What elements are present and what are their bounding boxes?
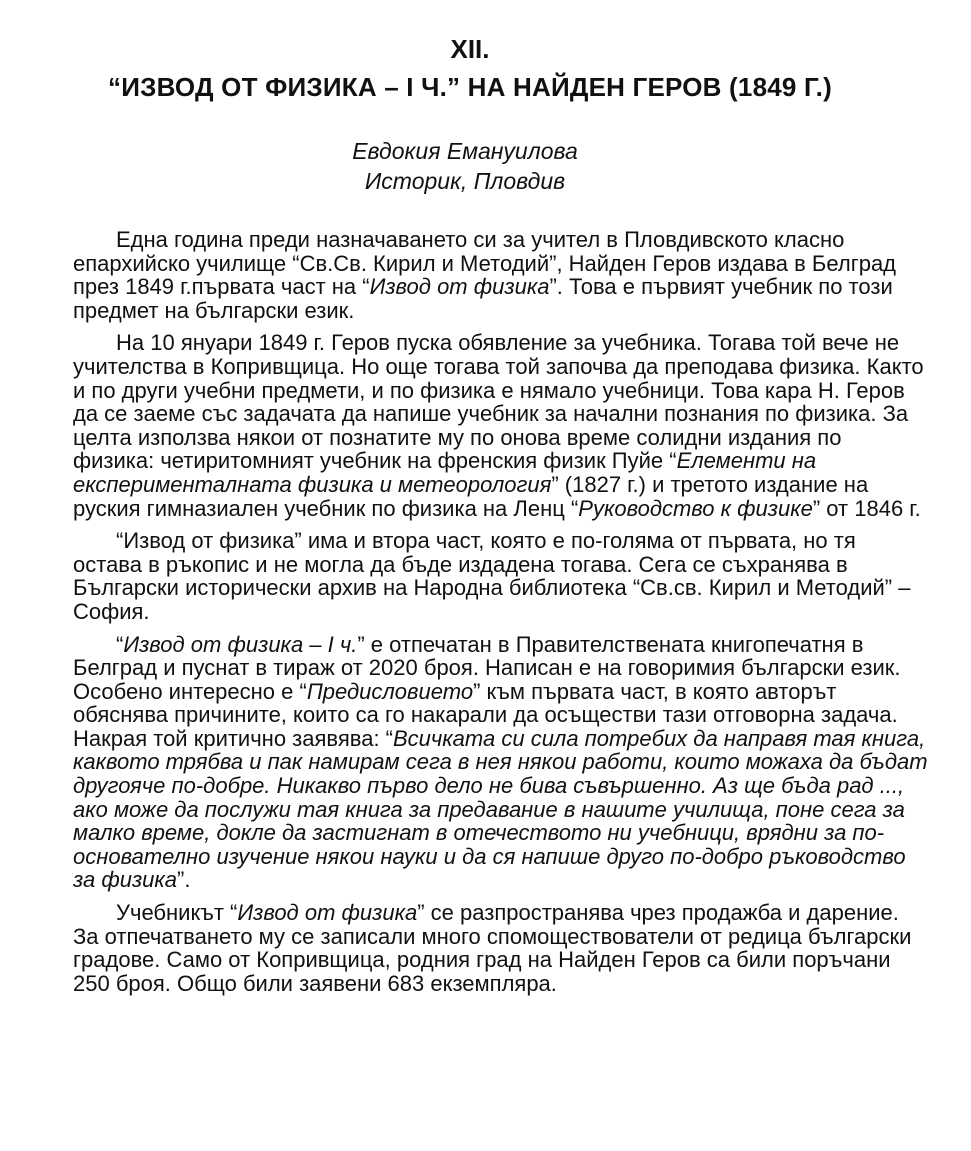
italic-text-run: Извод от физика [237,900,418,926]
author-affiliation: Историк, Пловдив [364,168,566,194]
text-run: ”. [177,867,191,893]
italic-text-run: Руководство к физике [578,495,813,521]
italic-text-run: Всичката си сила потребих да направя тая книга, каквото трябва и пак намирам сега в нея някои работи, които можаха да бъдат другояче по-добре. Никакво първо дело не бива съвършенно. Аз ще бъда рад ..., ако може да послужи тая книга за предавание в нашите училища, поне сега за малко време, докле да застигнат в отечеството ни учебници, врядни за по-основателно изучение някои науки и да ся напише друго по-добро ръководство за физика [73,725,928,893]
text-run: ” към първата част, в която авторът обяснява причините, които са го накарали да осъществи тази отговорна задача. Накрая той критично заявява: “ [73,678,898,751]
text-run: “ [116,631,124,657]
italic-text-run: Предисловието [306,678,474,704]
italic-text-run: Извод от физика – I ч. [123,631,358,657]
italic-text-run: Елементи на експерименталната физика и метеорология [73,448,817,497]
chapter-number: XII. [450,34,490,64]
text-run: ” (1827 г.) и третото издание на руския гимназиален учебник по физика на Ленц “ [73,471,869,521]
text-run: Учебникът “ [116,900,238,926]
paragraph [73,331,928,520]
text-run: ”. Това е първият учебник по този предмет на български език. [73,274,893,323]
italic-text-run: Извод от физика [369,274,550,300]
paragraph [73,901,928,995]
paragraph [73,529,928,623]
paragraph [73,633,928,893]
text-run: На 10 януари 1849 г. Геров пуска обявление за учебника. Тогава той вече не учителства в Копривщица. Но още тогава той започва да преподава физика. Както и по други учебни предмети, и по физика е нямало учебници. Това кара Н. Геров да се заеме със задачата да напише учебник за начални познания по физика. За целта използва някои от познатите му по онова време солидни издания по физика: четиритомният учебник на френския физик Пуйе “ [73,330,924,474]
text-run: “Извод от физика” има и втора част, която е по-голяма от първата, но тя остава в ръкопис и не могла да бъде издадена тогава. Сега се съхранява в Български исторически архив на Народна библиотека “Св.св. Кирил и Методий” – София. [73,528,911,624]
paragraph [73,228,928,322]
text-run: ” от 1846 г. [812,495,921,521]
article-title: “ИЗВОД ОТ ФИЗИКА – I Ч.” НА НАЙДЕН ГЕРОВ (1849 Г.) [108,72,832,102]
text-run: Една година преди назначаването си за учител в Пловдивското класно епархийско училище “Св.Св. Кирил и Методий”, Найден Геров издава в Белград през 1849 г.първата част на “ [73,227,897,300]
text-run: ” се разпространява чрез продажба и дарение. За отпечатването му се записали много спомоществователи от редица български градове. Само от Копривщица, родния град на Найден Геров са били поръчани 250 броя. Общо били заявени 683 екземпляра. [73,900,912,996]
author-name: Евдокия Емануилова [352,138,578,164]
article-body [73,228,928,1004]
text-run: ” е отпечатан в Правителствената книгопечатня в Белград и пуснат в тираж от 2020 броя. Написан е на говоримия български език. Особено интересно е “ [73,631,901,704]
